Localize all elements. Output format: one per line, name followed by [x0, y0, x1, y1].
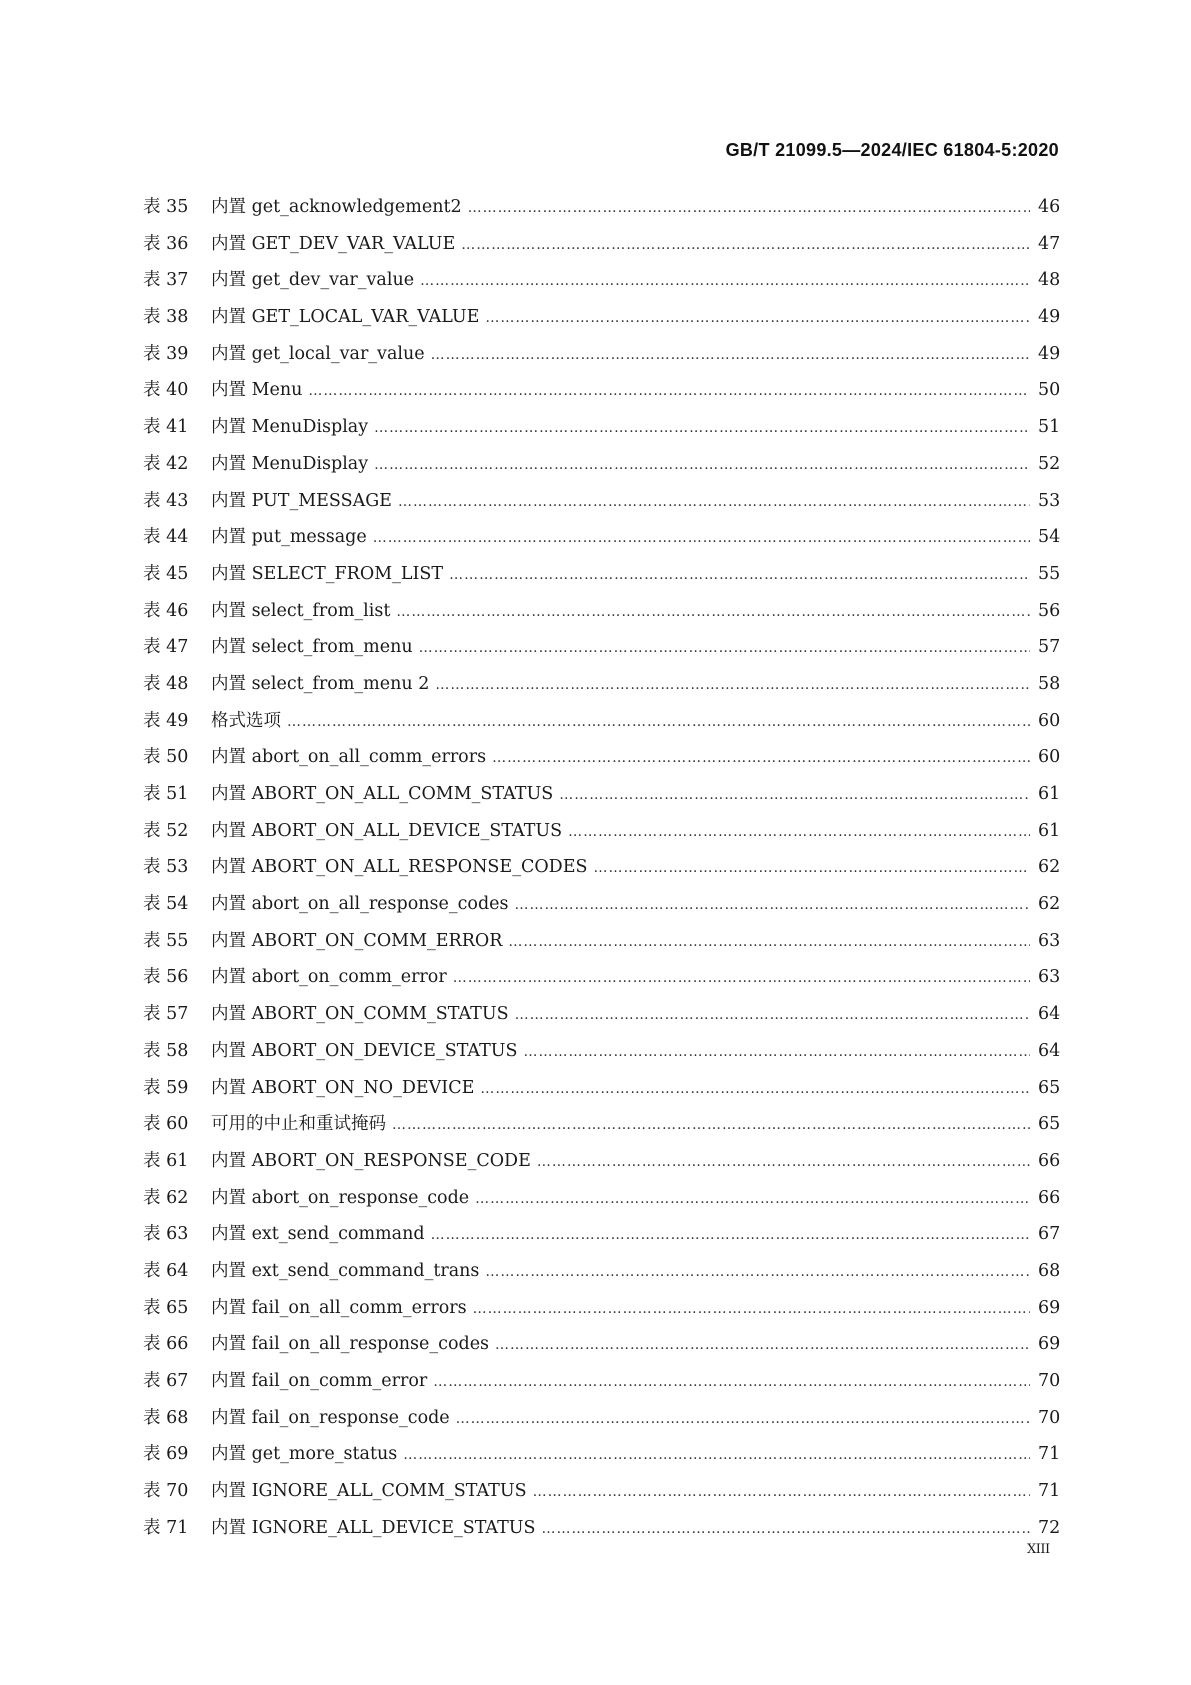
toc-entry-title: 内置 ABORT_ON_RESPONSE_CODE — [211, 1150, 531, 1171]
toc-entry-number: 表 44 — [143, 527, 189, 548]
dot-leader — [433, 1374, 1030, 1390]
toc-entry-page: 46 — [1038, 197, 1061, 217]
toc-entry-number: 表 39 — [143, 343, 189, 364]
toc-entry-title: 内置 GET_LOCAL_VAR_VALUE — [211, 307, 480, 328]
toc-entry-number: 表 68 — [143, 1407, 189, 1428]
dot-leader — [396, 604, 1030, 620]
dot-leader — [468, 200, 1030, 216]
dot-leader — [485, 1264, 1030, 1280]
toc-entry-number: 表 52 — [143, 820, 189, 841]
dot-leader — [374, 420, 1030, 436]
dot-leader — [308, 383, 1030, 399]
toc-entry-number: 表 46 — [143, 600, 189, 621]
toc-entry[interactable] — [143, 376, 1060, 413]
toc-entry-page: 47 — [1038, 233, 1061, 254]
dot-leader — [287, 714, 1030, 730]
toc-entry-title: 内置 IGNORE_ALL_COMM_STATUS — [211, 1481, 527, 1502]
dot-leader — [420, 273, 1030, 289]
toc-entry-title: 内置 ABORT_ON_COMM_ERROR — [211, 930, 503, 951]
toc-entry-number: 表 71 — [143, 1517, 189, 1538]
toc-entry-title: 内置 ext_send_command — [211, 1224, 425, 1245]
toc-entry-number: 表 70 — [143, 1481, 189, 1502]
toc-entry-number: 表 66 — [143, 1334, 189, 1355]
toc-entry-title: 内置 fail_on_comm_error — [211, 1371, 428, 1391]
toc-entry-title: 内置 PUT_MESSAGE — [211, 490, 392, 511]
toc-entry-title: 内置 abort_on_all_comm_errors — [211, 747, 487, 768]
toc-entry-number: 表 69 — [143, 1444, 189, 1465]
toc-entry-page: 49 — [1038, 307, 1061, 328]
toc-entry-page: 48 — [1038, 270, 1061, 291]
dot-leader — [431, 347, 1030, 363]
toc-entry-number: 表 55 — [143, 930, 189, 951]
toc-entry[interactable] — [143, 413, 1060, 450]
toc-entry-page: 52 — [1038, 453, 1061, 474]
toc-entry[interactable] — [143, 266, 1060, 303]
toc-entry-page: 55 — [1038, 563, 1061, 584]
toc-entry-page: 70 — [1038, 1407, 1061, 1428]
toc-entry[interactable] — [143, 1147, 1060, 1184]
toc-entry-number: 表 42 — [143, 453, 189, 474]
toc-entry-page: 54 — [1038, 527, 1061, 548]
toc-entry[interactable] — [143, 1000, 1060, 1037]
toc-entry-page: 69 — [1038, 1297, 1061, 1318]
toc-entry[interactable] — [143, 450, 1060, 487]
toc-entry-title: 内置 put_message — [211, 527, 367, 548]
toc-entry-page: 56 — [1038, 600, 1061, 621]
dot-leader — [374, 457, 1030, 473]
page-number: XIII — [1027, 1542, 1050, 1557]
toc-entry-title: 格式选项 — [211, 710, 281, 731]
toc-entry-number: 表 65 — [143, 1297, 189, 1318]
dot-leader — [480, 1081, 1030, 1097]
toc-entry-page: 69 — [1038, 1334, 1061, 1355]
toc-entry-title: 内置 get_local_var_value — [211, 343, 425, 364]
toc-entry-title: 内置 select_from_menu — [211, 637, 413, 658]
toc-entry[interactable] — [143, 1404, 1060, 1441]
dot-leader — [495, 1337, 1030, 1353]
dot-leader — [461, 237, 1030, 253]
toc-entry-page: 67 — [1038, 1224, 1061, 1245]
toc-entry-page: 50 — [1038, 380, 1061, 401]
toc-entry-title: 内置 get_acknowledgement2 — [211, 197, 462, 217]
toc-entry[interactable] — [143, 560, 1060, 597]
toc-entry-title: 内置 ABORT_ON_NO_DEVICE — [211, 1077, 475, 1098]
toc-entry-title: 内置 SELECT_FROM_LIST — [211, 563, 444, 584]
toc-entry[interactable] — [143, 1330, 1060, 1367]
toc-entry[interactable] — [143, 927, 1060, 964]
dot-leader — [392, 1117, 1030, 1133]
dot-leader — [431, 1227, 1030, 1243]
toc-entry-number: 表 56 — [143, 967, 189, 988]
toc-entry[interactable] — [143, 1514, 1060, 1551]
toc-entry[interactable] — [143, 1220, 1060, 1257]
toc-entry[interactable] — [143, 670, 1060, 707]
toc-entry-number: 表 54 — [143, 894, 189, 915]
toc-entry-page: 62 — [1038, 894, 1061, 915]
toc-entry[interactable] — [143, 817, 1060, 854]
toc-entry[interactable] — [143, 963, 1060, 1000]
toc-entry-title: 内置 abort_on_all_response_codes — [211, 894, 509, 915]
toc-entry-number: 表 53 — [143, 857, 189, 878]
toc-entry-title: 内置 ext_send_command_trans — [211, 1260, 480, 1281]
toc-entry[interactable] — [143, 1440, 1060, 1477]
toc-entry[interactable] — [143, 1367, 1060, 1404]
toc-entry-number: 表 40 — [143, 380, 189, 401]
toc-entry-title: 内置 abort_on_response_code — [211, 1187, 470, 1208]
dot-leader — [419, 640, 1030, 656]
toc-entry-page: 61 — [1038, 820, 1061, 841]
toc-entry-title: 内置 select_from_list — [211, 600, 391, 621]
dot-leader — [508, 934, 1030, 950]
dot-leader — [568, 824, 1030, 840]
toc-entry-page: 63 — [1038, 967, 1061, 988]
toc-entry[interactable] — [143, 1110, 1060, 1147]
toc-entry-page: 72 — [1038, 1517, 1061, 1538]
toc-entry-number: 表 48 — [143, 673, 189, 694]
toc-entry[interactable] — [143, 633, 1060, 670]
toc-entry-page: 57 — [1038, 637, 1061, 658]
toc-entry-page: 61 — [1038, 784, 1061, 804]
toc-entry-page: 66 — [1038, 1150, 1061, 1171]
toc-entry-title: 内置 ABORT_ON_ALL_RESPONSE_CODES — [211, 857, 588, 878]
toc-entry[interactable] — [143, 853, 1060, 890]
toc-entry-page: 49 — [1038, 343, 1061, 364]
toc-entry[interactable] — [143, 890, 1060, 927]
dot-leader — [373, 530, 1030, 546]
toc-entry-title: 内置 abort_on_comm_error — [211, 967, 447, 988]
toc-entry-page: 65 — [1038, 1114, 1061, 1135]
dot-leader — [537, 1154, 1030, 1170]
dot-leader — [435, 677, 1030, 693]
toc-entry-page: 68 — [1038, 1260, 1061, 1281]
toc-entry-number: 表 59 — [143, 1077, 189, 1098]
toc-entry[interactable] — [143, 230, 1060, 267]
toc-entry-title: 内置 GET_DEV_VAR_VALUE — [211, 233, 456, 254]
dot-leader — [593, 860, 1030, 876]
toc-entry-page: 51 — [1038, 417, 1061, 438]
toc-entry[interactable] — [143, 1037, 1060, 1074]
standard-header: GB/T 21099.5—2024/IEC 61804-5:2020 — [725, 140, 1059, 160]
toc-entry-page: 70 — [1038, 1371, 1061, 1391]
toc-entry-title: 内置 get_more_status — [211, 1444, 398, 1465]
toc-entry-number: 表 58 — [143, 1040, 189, 1061]
toc-entry-title: 内置 fail_on_all_response_codes — [211, 1334, 490, 1355]
toc-entry[interactable] — [143, 523, 1060, 560]
dot-leader — [398, 494, 1030, 510]
toc-entry-number: 表 47 — [143, 637, 189, 658]
toc-entry[interactable] — [143, 1477, 1060, 1514]
toc-entry[interactable] — [143, 780, 1060, 817]
toc-entry-page: 64 — [1038, 1040, 1061, 1061]
toc-entry-page: 71 — [1038, 1481, 1061, 1502]
dot-leader — [403, 1447, 1030, 1463]
toc-entry-page: 60 — [1038, 710, 1061, 731]
toc-entry-number: 表 67 — [143, 1371, 189, 1391]
toc-entry-title: 内置 ABORT_ON_DEVICE_STATUS — [211, 1040, 518, 1061]
toc-entry-title: 内置 ABORT_ON_COMM_STATUS — [211, 1004, 509, 1025]
toc-entry[interactable] — [143, 1184, 1060, 1221]
dot-leader — [542, 1521, 1030, 1537]
dot-leader — [533, 1484, 1030, 1500]
dot-leader — [456, 1411, 1030, 1427]
toc-entry-page: 65 — [1038, 1077, 1061, 1098]
dot-leader — [524, 1044, 1031, 1060]
toc-entry-number: 表 45 — [143, 563, 189, 584]
toc-entry-number: 表 63 — [143, 1224, 189, 1245]
toc-entry-page: 64 — [1038, 1004, 1061, 1025]
toc-entry-number: 表 43 — [143, 490, 189, 511]
toc-entry-title: 可用的中止和重试掩码 — [211, 1114, 386, 1135]
dot-leader — [453, 970, 1030, 986]
toc-entry[interactable] — [143, 743, 1060, 780]
dot-leader — [492, 750, 1030, 766]
toc-entry[interactable] — [143, 303, 1060, 340]
toc-entry-number: 表 35 — [143, 197, 189, 217]
toc-entry-page: 62 — [1038, 857, 1061, 878]
dot-leader — [515, 1007, 1030, 1023]
dot-leader — [559, 787, 1030, 803]
toc-entry[interactable] — [143, 1257, 1060, 1294]
dot-leader — [449, 567, 1030, 583]
toc-entry-number: 表 38 — [143, 307, 189, 328]
toc-entry-number: 表 57 — [143, 1004, 189, 1025]
toc-entry-title: 内置 ABORT_ON_ALL_COMM_STATUS — [211, 784, 554, 804]
toc-entry[interactable] — [143, 1074, 1060, 1111]
toc-entry-number: 表 60 — [143, 1114, 189, 1135]
toc-entry-title: 内置 get_dev_var_value — [211, 270, 415, 291]
dot-leader — [473, 1301, 1030, 1317]
toc-entry-page: 58 — [1038, 673, 1061, 694]
toc-entry-page: 60 — [1038, 747, 1061, 768]
toc-entry-number: 表 64 — [143, 1260, 189, 1281]
toc-entry-number: 表 62 — [143, 1187, 189, 1208]
toc-entry[interactable] — [143, 707, 1060, 744]
toc-entry[interactable] — [143, 487, 1060, 524]
toc-entry-title: 内置 MenuDisplay — [211, 417, 369, 438]
toc-entry-title: 内置 fail_on_all_comm_errors — [211, 1297, 467, 1318]
toc-entry-title: 内置 ABORT_ON_ALL_DEVICE_STATUS — [211, 820, 563, 841]
dot-leader — [515, 897, 1031, 913]
toc-entry-page: 63 — [1038, 930, 1061, 951]
toc-entry-number: 表 37 — [143, 270, 189, 291]
toc-entry-page: 71 — [1038, 1444, 1061, 1465]
toc-entry-number: 表 50 — [143, 747, 189, 768]
toc-entry-title: 内置 Menu — [211, 380, 303, 401]
toc-entry-number: 表 41 — [143, 417, 189, 438]
toc-entry[interactable] — [143, 597, 1060, 634]
dot-leader — [485, 310, 1030, 326]
toc-entry[interactable] — [143, 193, 1060, 230]
toc-entry-number: 表 61 — [143, 1150, 189, 1171]
toc-entry-title: 内置 MenuDisplay — [211, 453, 369, 474]
table-of-contents-list — [143, 193, 1060, 1550]
toc-entry-title: 内置 IGNORE_ALL_DEVICE_STATUS — [211, 1517, 536, 1538]
toc-entry-title: 内置 select_from_menu 2 — [211, 673, 430, 694]
dot-leader — [475, 1191, 1030, 1207]
toc-entry-page: 66 — [1038, 1187, 1061, 1208]
toc-entry[interactable] — [143, 340, 1060, 377]
toc-entry-page: 53 — [1038, 490, 1061, 511]
toc-entry-number: 表 49 — [143, 710, 189, 731]
toc-entry[interactable] — [143, 1294, 1060, 1331]
toc-entry-number: 表 36 — [143, 233, 189, 254]
toc-entry-number: 表 51 — [143, 784, 189, 804]
toc-entry-title: 内置 fail_on_response_code — [211, 1407, 450, 1428]
